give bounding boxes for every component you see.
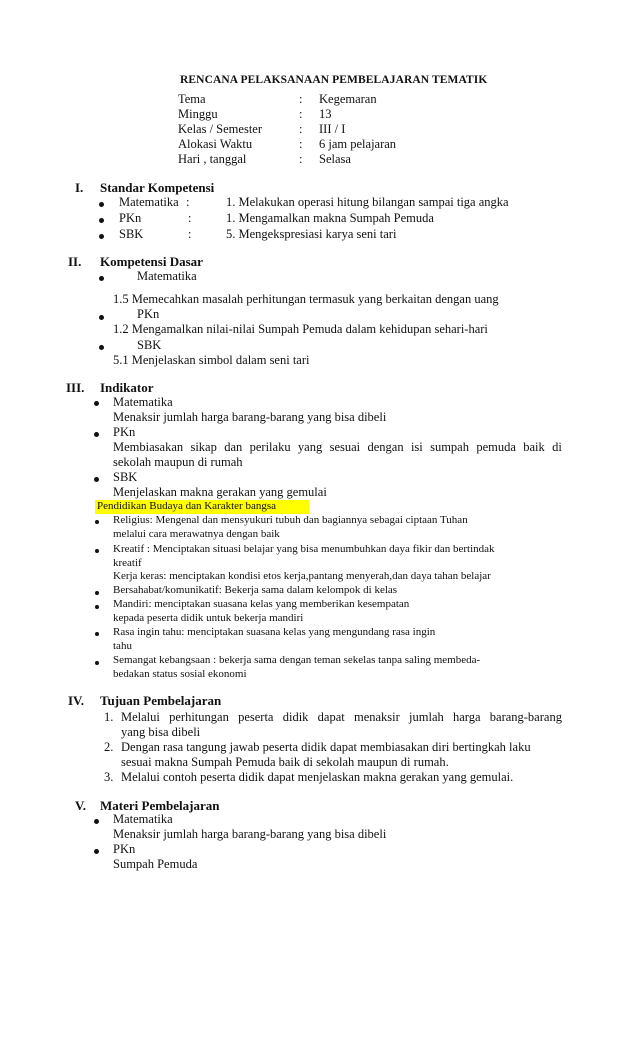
item-text: 5. Mengekspresiasi karya seni tari xyxy=(226,227,397,241)
header-sep: : xyxy=(299,92,303,106)
header-label: Minggu xyxy=(178,107,218,121)
header-sep: : xyxy=(299,137,303,151)
header-value: 6 jam pelajaran xyxy=(319,137,397,151)
goal-number: 2. xyxy=(104,740,114,754)
character-item: Kreatif : Menciptakan situasi belajar yang bisa menumbuhkan daya fikir dan bertindak xyxy=(113,543,495,555)
subject-label: SBK xyxy=(137,338,162,352)
header-sep: : xyxy=(299,122,303,136)
character-item-cont: tahu xyxy=(113,640,132,652)
item-text: sekolah maupun di rumah xyxy=(113,455,243,469)
bullet-icon xyxy=(94,819,99,824)
section-number: I. xyxy=(75,180,84,195)
header-value: Kegemaran xyxy=(319,92,377,106)
bullet-icon xyxy=(95,661,99,665)
header-value: III / I xyxy=(319,122,346,136)
highlighted-heading: Pendidikan Budaya dan Karakter bangsa xyxy=(97,500,276,512)
bullet-icon xyxy=(99,202,104,207)
section-title: Tujuan Pembelajaran xyxy=(100,693,222,708)
bullet-icon xyxy=(99,345,104,350)
header-value: Selasa xyxy=(319,152,351,166)
bullet-icon xyxy=(94,477,99,482)
subject-label: PKn xyxy=(137,307,160,321)
header-label: Hari , tanggal xyxy=(178,152,247,166)
bullet-icon xyxy=(95,549,99,553)
character-item: Semangat kebangsaan : bekerja sama dengan teman sekelas tanpa saling membeda- xyxy=(113,654,481,666)
character-item-cont: melalui cara merawatnya dengan baik xyxy=(113,528,280,540)
item-text: 5.1 Menjelaskan simbol dalam seni tari xyxy=(113,353,310,367)
character-item: Mandiri: menciptakan suasana kelas yang memberikan kesempatan xyxy=(113,598,410,610)
item-text: 1.5 Memecahkan masalah perhitungan termasuk yang berkaitan dengan uang xyxy=(113,292,499,306)
subject-label: SBK xyxy=(113,470,138,484)
subject-label: Matematika xyxy=(113,812,173,826)
section-number: II. xyxy=(68,254,82,269)
bullet-icon xyxy=(95,520,99,524)
bullet-icon xyxy=(95,632,99,636)
bullet-icon xyxy=(99,218,104,223)
header-value: 13 xyxy=(319,107,332,121)
item-sep: : xyxy=(188,227,192,241)
section-number: III. xyxy=(66,380,85,395)
bullet-icon xyxy=(94,401,99,406)
goal-number: 1. xyxy=(104,710,114,724)
header-label: Kelas / Semester xyxy=(178,122,263,136)
subject-label: Matematika xyxy=(137,269,197,283)
character-item: Rasa ingin tahu: menciptakan suasana kelas yang mengundang rasa ingin xyxy=(113,626,436,638)
character-item-cont: kreatif xyxy=(113,557,142,569)
subject-label: PKn xyxy=(113,425,136,439)
item-text: Sumpah Pemuda xyxy=(113,857,198,871)
section-title: Kompetensi Dasar xyxy=(100,254,203,269)
header-sep: : xyxy=(299,152,303,166)
character-item: Kerja keras: menciptakan kondisi etos kerja,pantang menyerah,dan daya tahan belajar xyxy=(113,570,491,582)
subject-label: SBK xyxy=(119,227,144,241)
item-text: 1.2 Mengamalkan nilai-nilai Sumpah Pemuda dalam kehidupan sehari-hari xyxy=(113,322,488,336)
goal-text-justified: Melalui perhitungan peserta didik dapat menaksir jumlah harga barang-barang xyxy=(121,710,562,724)
bullet-icon xyxy=(95,605,99,609)
character-item: Bersahabat/komunikatif: Bekerja sama dalam kelompok di kelas xyxy=(113,584,398,596)
bullet-icon xyxy=(94,432,99,437)
goal-text: yang bisa dibeli xyxy=(121,725,201,739)
subject-label: Matematika xyxy=(113,395,173,409)
header-sep: : xyxy=(299,107,303,121)
subject-label: Matematika xyxy=(119,195,179,209)
character-item-cont: kepada peserta didik untuk bekerja mandiri xyxy=(113,612,304,624)
bullet-icon xyxy=(99,315,104,320)
goal-text: sesuai makna Sumpah Pemuda baik di sekolah maupun di rumah. xyxy=(121,755,449,769)
goal-text: Dengan rasa tangung jawab peserta didik dapat membiasakan diri bertingkah laku xyxy=(121,740,531,754)
bullet-icon xyxy=(99,234,104,239)
bullet-icon xyxy=(95,591,99,595)
item-text: 1. Melakukan operasi hitung bilangan sampai tiga angka xyxy=(226,195,509,209)
item-text-justified: Membiasakan sikap dan perilaku yang sesuai dengan isi sumpah pemuda baik di xyxy=(113,440,562,454)
item-sep: : xyxy=(188,211,192,225)
item-sep: : xyxy=(186,195,190,209)
bullet-icon xyxy=(94,849,99,854)
section-title: Materi Pembelajaran xyxy=(100,798,220,813)
header-label: Tema xyxy=(178,92,206,106)
item-text: Menaksir jumlah harga barang-barang yang bisa dibeli xyxy=(113,827,387,841)
item-text: Menjelaskan makna gerakan yang gemulai xyxy=(113,485,327,499)
goal-text: Melalui contoh peserta didik dapat menjelaskan makna gerakan yang gemulai. xyxy=(121,770,514,784)
section-title: Standar Kompetensi xyxy=(100,180,215,195)
character-item: Religius: Mengenal dan mensyukuri tubuh dan bagiannya sebagai ciptaan Tuhan xyxy=(113,514,468,526)
document-title: RENCANA PELAKSANAAN PEMBELAJARAN TEMATIK xyxy=(180,74,488,86)
section-title: Indikator xyxy=(100,380,154,395)
item-text: 1. Mengamalkan makna Sumpah Pemuda xyxy=(226,211,434,225)
item-text: Menaksir jumlah harga barang-barang yang bisa dibeli xyxy=(113,410,387,424)
subject-label: PKn xyxy=(119,211,142,225)
goal-number: 3. xyxy=(104,770,114,784)
character-item-cont: bedakan status sosial ekonomi xyxy=(113,668,247,680)
subject-label: PKn xyxy=(113,842,136,856)
section-number: V. xyxy=(75,798,86,813)
header-label: Alokasi Waktu xyxy=(178,137,253,151)
bullet-icon xyxy=(99,276,104,281)
section-number: IV. xyxy=(68,693,85,708)
